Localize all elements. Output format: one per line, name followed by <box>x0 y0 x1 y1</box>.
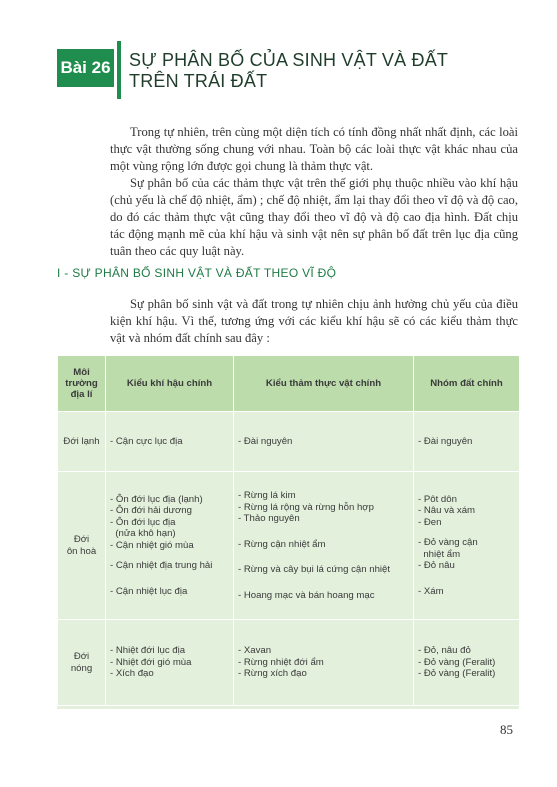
section-heading: I - SỰ PHÂN BỐ SINH VẬT VÀ ĐẤT THEO VĨ ĐỘ <box>57 266 337 280</box>
title-line-1: SỰ PHÂN BỐ CỦA SINH VẬT VÀ ĐẤT <box>129 50 449 70</box>
soil-cell: - Pôt dôn - Nâu và xám - Đen - Đỏ vàng cận nhiệt ẩm - Đỏ nâu - Xám <box>414 472 520 620</box>
section-paragraph: Sự phân bố sinh vật và đất trong tự nhiên chịu ảnh hưởng chủ yếu của điều kiện khí hậu. Vì thế, tương ứng với các kiểu khí hậu sẽ có các kiểu thảm thực vật và nhóm đất chính sau đây : <box>110 297 518 345</box>
header-divider <box>117 41 121 99</box>
page-number: 85 <box>500 722 513 737</box>
climate-cell: - Nhiệt đới lục địa - Nhiệt đới gió mùa - Xích đạo <box>106 620 234 706</box>
biome-table <box>57 355 520 706</box>
climate-cell: - Ôn đới lục địa (lạnh) - Ôn đới hải dương - Ôn đới lục địa (nửa khô hạn) - Cận nhiệt gió mùa - Cận nhiệt địa trung hải - Cận nhiệt lục địa <box>106 472 234 620</box>
title-line-2: TRÊN TRÁI ĐẤT <box>129 71 268 91</box>
vegetation-cell: - Xavan - Rừng nhiệt đới ẩm - Rừng xích đạo <box>234 620 414 706</box>
soil-cell: - Đỏ, nâu đỏ - Đỏ vàng (Feralit) - Đỏ vàng (Feralit) <box>414 620 520 706</box>
col-header-environment: Môi trường địa lí <box>58 356 106 412</box>
climate-cell: - Cận cực lục địa <box>106 412 234 472</box>
soil-cell: - Đài nguyên <box>414 412 520 472</box>
table-row-hot <box>58 620 520 706</box>
lesson-number-badge: Bài 26 <box>57 49 114 87</box>
vegetation-cell: - Đài nguyên <box>234 412 414 472</box>
intro-paragraph-1: Trong tự nhiên, trên cùng một diện tích có tính đồng nhất nhất định, các loài thực vật thường sống chung với nhau. Toàn bộ các loài thực vật khác nhau của một vùng rộng lớn được gọi chung là thảm thực vật. <box>110 125 518 173</box>
zone-cell: Đới ôn hoà <box>58 472 106 620</box>
intro-text <box>110 124 518 260</box>
table-row-temperate <box>58 472 520 620</box>
lesson-title <box>129 50 509 92</box>
biome-table-container <box>57 355 519 709</box>
intro-paragraph-2: Sự phân bố của các thảm thực vật trên thế giới phụ thuộc nhiều vào khí hậu (chủ yếu là chế độ nhiệt, ẩm) ; chế độ nhiệt, ẩm lại thay đổi theo vĩ độ và độ cao, do đó các thảm thực vật cũng thay đổi theo vĩ độ và độ cao địa hình. Đất chịu tác động mạnh mẽ của khí hậu và sinh vật nên sự phân bố đất trên lục địa cũng tuân theo các quy luật này. <box>110 176 518 258</box>
table-header-row <box>58 356 520 412</box>
table-row-cold <box>58 412 520 472</box>
col-header-climate: Kiểu khí hậu chính <box>106 356 234 412</box>
col-header-vegetation: Kiểu thảm thực vật chính <box>234 356 414 412</box>
section-text <box>110 296 518 347</box>
zone-cell: Đới lạnh <box>58 412 106 472</box>
zone-cell: Đới nóng <box>58 620 106 706</box>
col-header-soil: Nhóm đất chính <box>414 356 520 412</box>
vegetation-cell: - Rừng lá kim - Rừng lá rộng và rừng hỗn hợp - Thảo nguyên - Rừng cận nhiệt ẩm - Rừng và cây bụi lá cứng cận nhiệt - Hoang mạc và bán hoang mạc <box>234 472 414 620</box>
